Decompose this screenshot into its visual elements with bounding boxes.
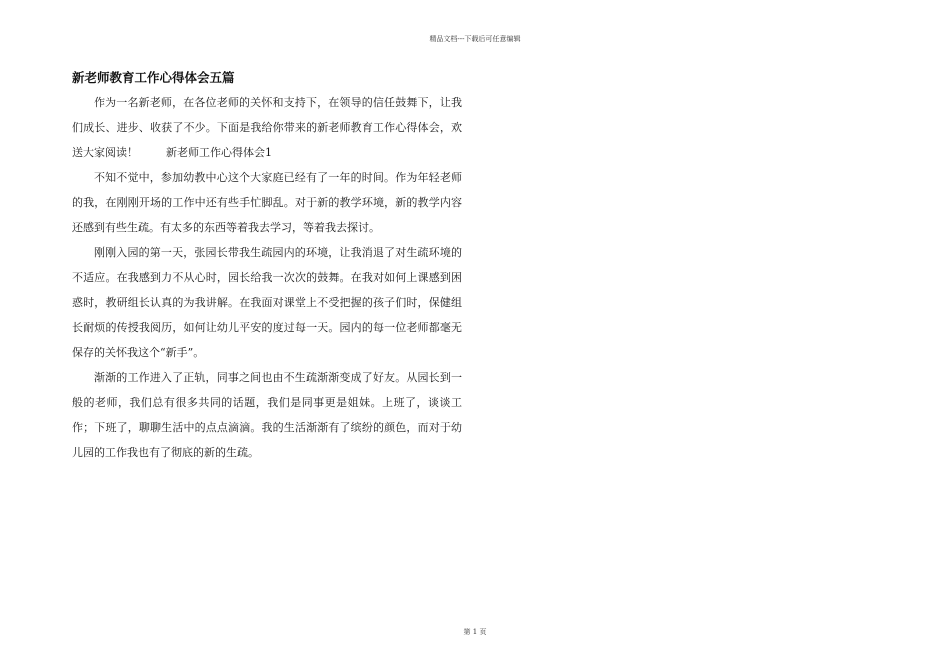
paragraph-intro-text: 作为一名新老师，在各位老师的关怀和支持下，在领导的信任鼓舞下，让我们成长、进步、收获了不少。下面是我给你带来的新老师教育工作心得体会，欢送大家阅读！ — [72, 96, 462, 159]
paragraph-intro — [72, 90, 462, 165]
document-body — [72, 90, 462, 465]
page-header: 精品文档---下载后可任意编辑 — [429, 35, 521, 43]
section-heading: 新老师工作心得体会1 — [166, 146, 272, 159]
paragraph: 不知不觉中，参加幼教中心这个大家庭已经有了一年的时间。作为年轻老师的我，在刚刚开场的工作中还有些手忙脚乱。对于新的教学环境，新的教学内容还感到有些生疏。有太多的东西等着我去学习，等着我去探讨。 — [72, 171, 462, 234]
paragraph: 渐渐的工作进入了正轨，同事之间也由不生疏渐渐变成了好友。从园长到一般的老师，我们总有很多共同的话题，我们是同事更是姐妹。上班了，谈谈工作；下班了，聊聊生活中的点点滴滴。我的生活渐渐有了缤纷的颜色，而对于幼儿园的工作我也有了彻底的新的生疏。 — [72, 371, 462, 459]
paragraph: 刚刚入园的第一天，张园长带我生疏园内的环境，让我消退了对生疏环境的不适应。在我感到力不从心时，园长给我一次次的鼓舞。在我对如何上课感到困惑时，教研组长认真的为我讲解。在我面对课堂上不受把握的孩子们时，保健组长耐烦的传授我阅历，如何让幼儿平安的度过每一天。园内的每一位老师都毫无保存的关怀我这个“新手”。 — [72, 246, 462, 359]
document-title: 新老师教育工作心得体会五篇 — [72, 70, 235, 85]
page-number: 第 1 页 — [463, 628, 487, 636]
